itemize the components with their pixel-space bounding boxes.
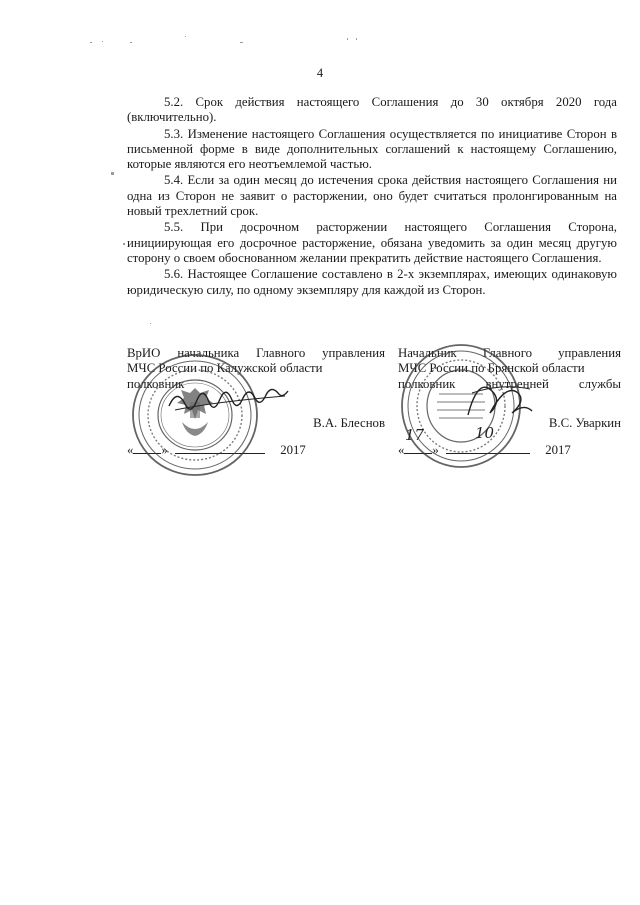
signatory-title-line2: МЧС России по Брянской области: [398, 361, 585, 376]
clause-5-2: 5.2. Срок действия настоящего Соглашения до 30 октября 2020 года (включительно).: [127, 95, 617, 125]
signatory-rank: полковник: [127, 376, 185, 391]
signatory-rank: полковник внутренней службы: [398, 376, 621, 391]
date-quote-close: »: [161, 443, 168, 458]
page-number: 4: [316, 66, 324, 80]
agreement-body: [127, 95, 617, 299]
signatory-title-line1: Начальник Главного управления: [398, 346, 621, 360]
date-quote-open: «: [398, 443, 405, 458]
handwritten-day: 17: [405, 426, 425, 444]
handwritten-signature-right: [460, 375, 540, 430]
date-quote-close: »: [432, 443, 439, 458]
date-quote-open: «: [127, 443, 134, 458]
signatory-title-line1: ВрИО начальника Главного управления: [127, 346, 385, 360]
signatory-name: В.А. Блеснов: [313, 415, 385, 430]
handwritten-month: 10: [475, 424, 495, 442]
clause-5-3: 5.3. Изменение настоящего Соглашения осуществляется по инициативе Сторон в письменной форме в виде дополнительных соглашений к настоящему Соглашению, которые являются его неотъемлемой частью.: [127, 126, 617, 172]
signatory-title-line2: МЧС России по Калужской области: [127, 361, 323, 376]
clause-5-4: 5.4. Если за один месяц до истечения срока действия настоящего Соглашения ни одна из Сторон не заявит о расторжении, оно будет считаться пролонгированным на новый трехлетний срок.: [127, 173, 617, 219]
clause-5-5: 5.5. При досрочном расторжении настоящего Соглашения Сторона, инициирующая его досрочное расторжение, обязана уведомить за один месяц другую сторону о своем обоснованном желании прекратить действие настоящего Соглашения.: [127, 220, 617, 265]
handwritten-signature-left: [165, 384, 295, 418]
date-year: 2017: [545, 443, 571, 458]
signatory-name: В.С. Уваркин: [548, 415, 621, 430]
date-year: 2017: [280, 443, 306, 458]
clause-5-6: 5.6. Настоящее Соглашение составлено в 2-х экземплярах, имеющих одинаковую юридическую силу, по одному экземпляру для каждой из Сторон.: [127, 267, 617, 297]
